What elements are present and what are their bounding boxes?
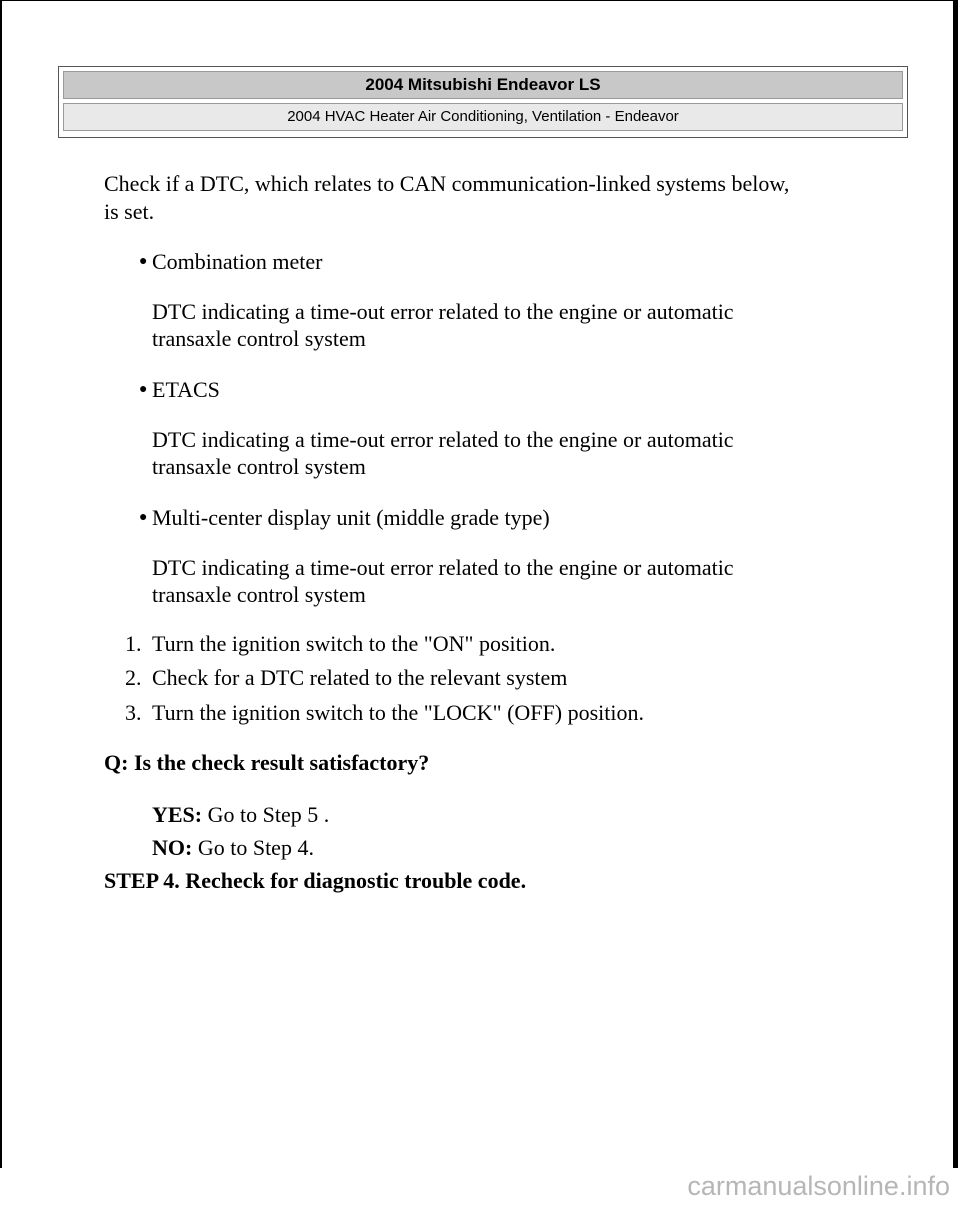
answer-no-label: NO: (152, 835, 193, 860)
question-text: Q: Is the check result satisfactory? (104, 750, 430, 775)
intro-line-2: is set. (104, 199, 155, 224)
answer-yes-label: YES: (152, 802, 203, 827)
system-desc-line-1: DTC indicating a time-out error related to the engine or automatic (152, 427, 734, 452)
question (104, 749, 429, 777)
page-frame-left (0, 0, 2, 1168)
step-text: Check for a DTC related to the relevant system (152, 665, 568, 690)
page-frame-right (953, 0, 958, 1168)
system-name: Combination meter (152, 249, 323, 274)
step-number: 2. (125, 665, 142, 690)
bullet-icon: ● (139, 254, 148, 269)
system-name: ETACS (152, 377, 220, 402)
answer-no (152, 834, 314, 862)
step-number: 3. (125, 700, 142, 725)
step-text: Turn the ignition switch to the "LOCK" (OFF) position. (152, 700, 645, 725)
answer-yes-text: Go to Step 5 . (202, 802, 330, 827)
next-step-text: STEP 4. Recheck for diagnostic trouble code. (104, 868, 527, 893)
system-desc-line-1: DTC indicating a time-out error related to the engine or automatic (152, 555, 734, 580)
bullet-icon: ● (139, 510, 148, 525)
system-desc-line-2: transaxle control system (152, 454, 366, 479)
system-desc-line-1: DTC indicating a time-out error related to the engine or automatic (152, 299, 734, 324)
bullet-icon: ● (139, 382, 148, 397)
intro-line-1: Check if a DTC, which relates to CAN communication-linked systems below, (104, 171, 790, 196)
document-header (58, 66, 908, 138)
step-number: 1. (125, 631, 142, 656)
step-text: Turn the ignition switch to the "ON" position. (152, 631, 556, 656)
answer-no-text: Go to Step 4. (192, 835, 314, 860)
document-subtitle: 2004 HVAC Heater Air Conditioning, Ventilation - Endeavor (63, 103, 903, 131)
system-desc-line-2: transaxle control system (152, 582, 366, 607)
document-title: 2004 Mitsubishi Endeavor LS (63, 71, 903, 99)
answer-yes (152, 801, 329, 829)
system-name: Multi-center display unit (middle grade type) (152, 505, 550, 530)
next-step-heading (104, 867, 526, 895)
system-desc-line-2: transaxle control system (152, 326, 366, 351)
watermark: carmanualsonline.info (687, 1171, 950, 1201)
page-frame-top (0, 0, 958, 1)
